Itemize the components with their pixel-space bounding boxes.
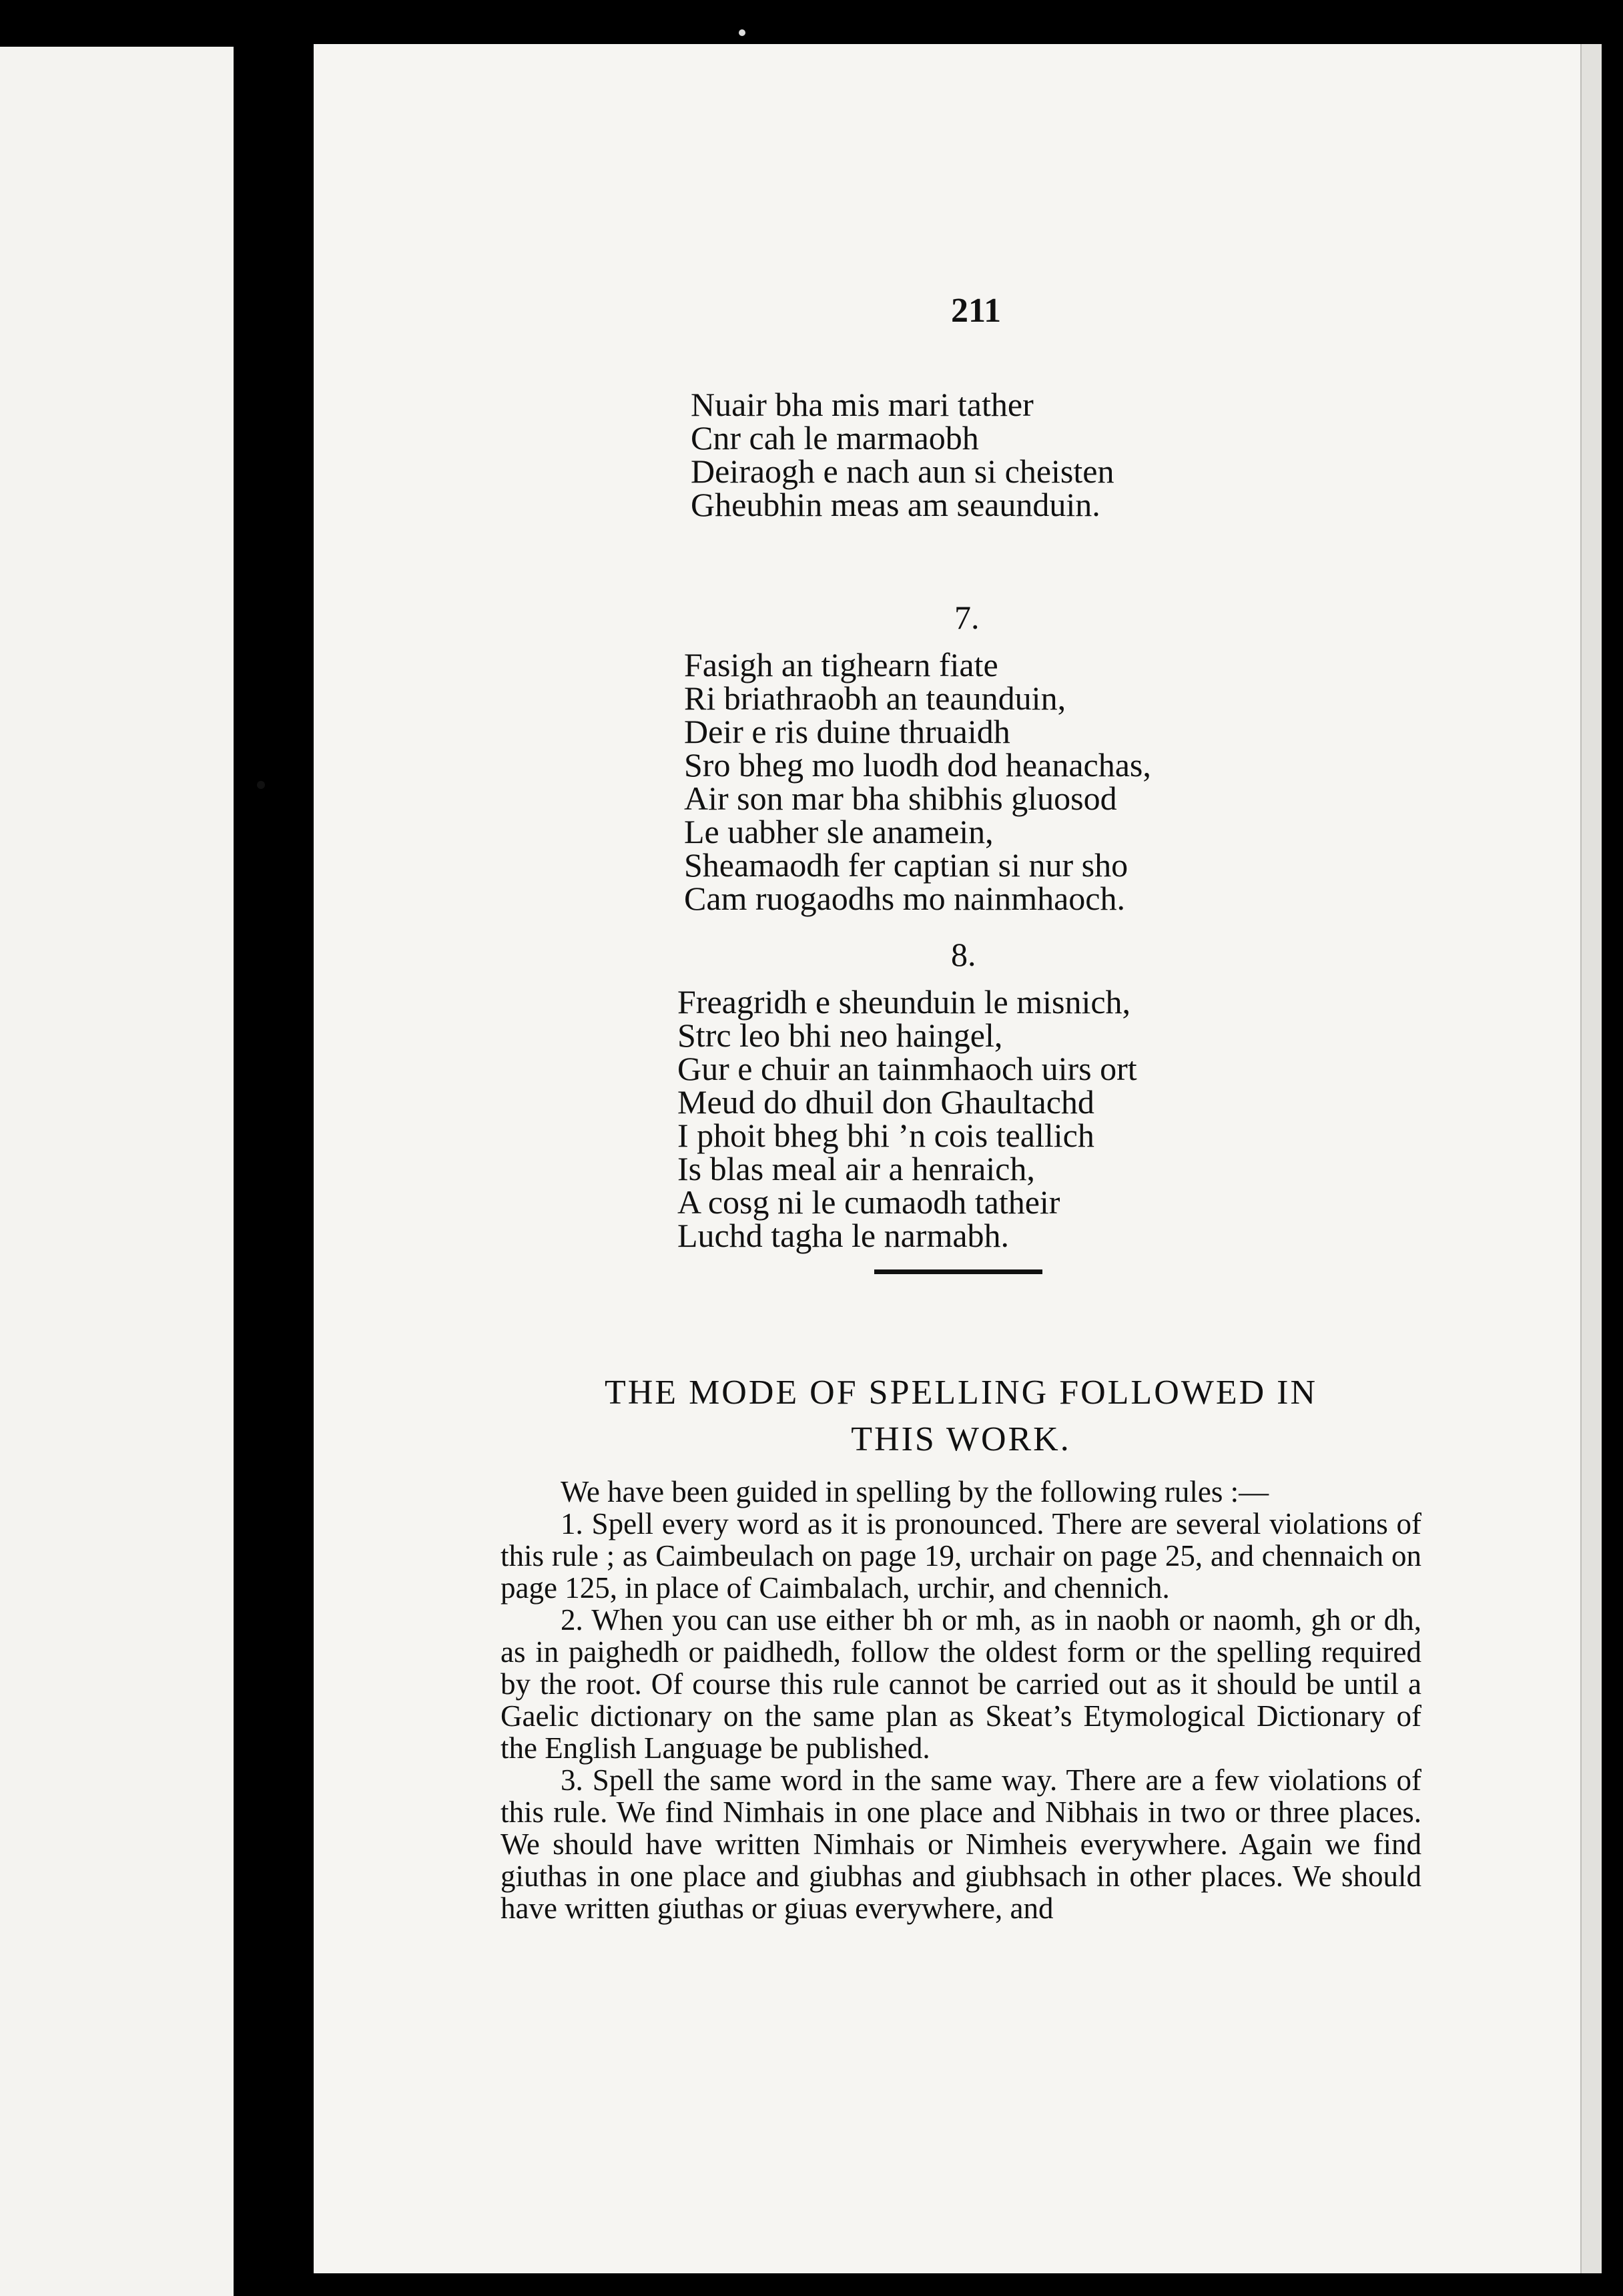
stanza-7: [684, 648, 1151, 915]
scan-speck: [739, 29, 745, 36]
verse-line: Cnr cah le marmaobh: [691, 419, 979, 457]
verse-line: Cam ruogaodhs mo nainmhaoch.: [684, 880, 1125, 917]
page: [314, 44, 1602, 2273]
verse-line: Air son mar bha shibhis gluosod: [684, 780, 1117, 817]
left-page-margin: [0, 47, 234, 2296]
verse-line: Nuair bha mis mari tather: [691, 386, 1034, 423]
page-edge: [1580, 44, 1602, 2273]
verse-line: Gheubhin meas am seaunduin.: [691, 486, 1100, 523]
verse-line: Le uabher sle anamein,: [684, 813, 994, 850]
page-number: 211: [951, 292, 1002, 330]
verse-line: Fasigh an tighearn fiate: [684, 646, 998, 683]
stanza-number: 8.: [951, 936, 976, 973]
section-body: [501, 1476, 1421, 1924]
verse-line: Gur e chuir an tainmhaoch uirs ort: [677, 1050, 1137, 1087]
verse-line: Strc leo bhi neo haingel,: [677, 1017, 1003, 1054]
verse-line: Meud do dhuil don Ghaultachd: [677, 1083, 1094, 1121]
verse-line: I phoit bheg bhi ’n cois teallich: [677, 1117, 1094, 1154]
verse-line: A cosg ni le cumaodh tatheir: [677, 1183, 1060, 1221]
verse-line: Luchd tagha le narmabh.: [677, 1217, 1010, 1254]
section-divider: [874, 1269, 1042, 1274]
heading-line: THE MODE OF SPELLING FOLLOWED IN: [604, 1374, 1318, 1412]
section-heading: [527, 1370, 1395, 1463]
verse-line: Sheamaodh fer captian si nur sho: [684, 846, 1128, 884]
verse-line: Freagridh e sheunduin le misnich,: [677, 983, 1131, 1021]
paragraph: We have been guided in spelling by the following rules :—: [561, 1475, 1269, 1508]
stanza-number: 7.: [954, 599, 980, 636]
verse-line: Ri briathraobh an teaunduin,: [684, 679, 1066, 717]
scan-speck: [257, 781, 265, 789]
verse-line: Deir e ris duine thruaidh: [684, 713, 1010, 750]
verse-line: Deiraogh e nach aun si cheisten: [691, 453, 1114, 490]
stanza-continued: [691, 388, 1114, 521]
paragraph: 2. When you can use either bh or mh, as in naobh or naomh, gh or dh, as in paighedh or paidhedh, follow the oldest form or the spelling required by the root. Of course this rule cannot be carried out as it should be until a Gaelic dictionary on the same plan as Skeat’s Etymological Dictionary of the English Language be published.: [501, 1603, 1421, 1765]
verse-line: Sro bheg mo luodh dod heanachas,: [684, 746, 1151, 784]
verse-line: Is blas meal air a henraich,: [677, 1150, 1035, 1187]
stanza-8: [677, 985, 1137, 1252]
paragraph: 1. Spell every word as it is pronounced. There are several violations of this rule ; as Caimbeulach on page 19, urchair on page 25, and chennaich on page 125, in place of Caimbalach, urchir, and chennich.: [501, 1507, 1421, 1605]
paragraph: 3. Spell the same word in the same way. There are a few violations of this rule. We find Nimhais in one place and Nibhais in two or three places. We should have written Nimhais or Nimheis everywhere. Again we find giuthas in one place and giubhas and giubhsach in other places. We should have written giuthas or giuas everywhere, and: [501, 1763, 1421, 1925]
book-gutter: [234, 33, 314, 2296]
heading-line: THIS WORK.: [851, 1420, 1071, 1458]
